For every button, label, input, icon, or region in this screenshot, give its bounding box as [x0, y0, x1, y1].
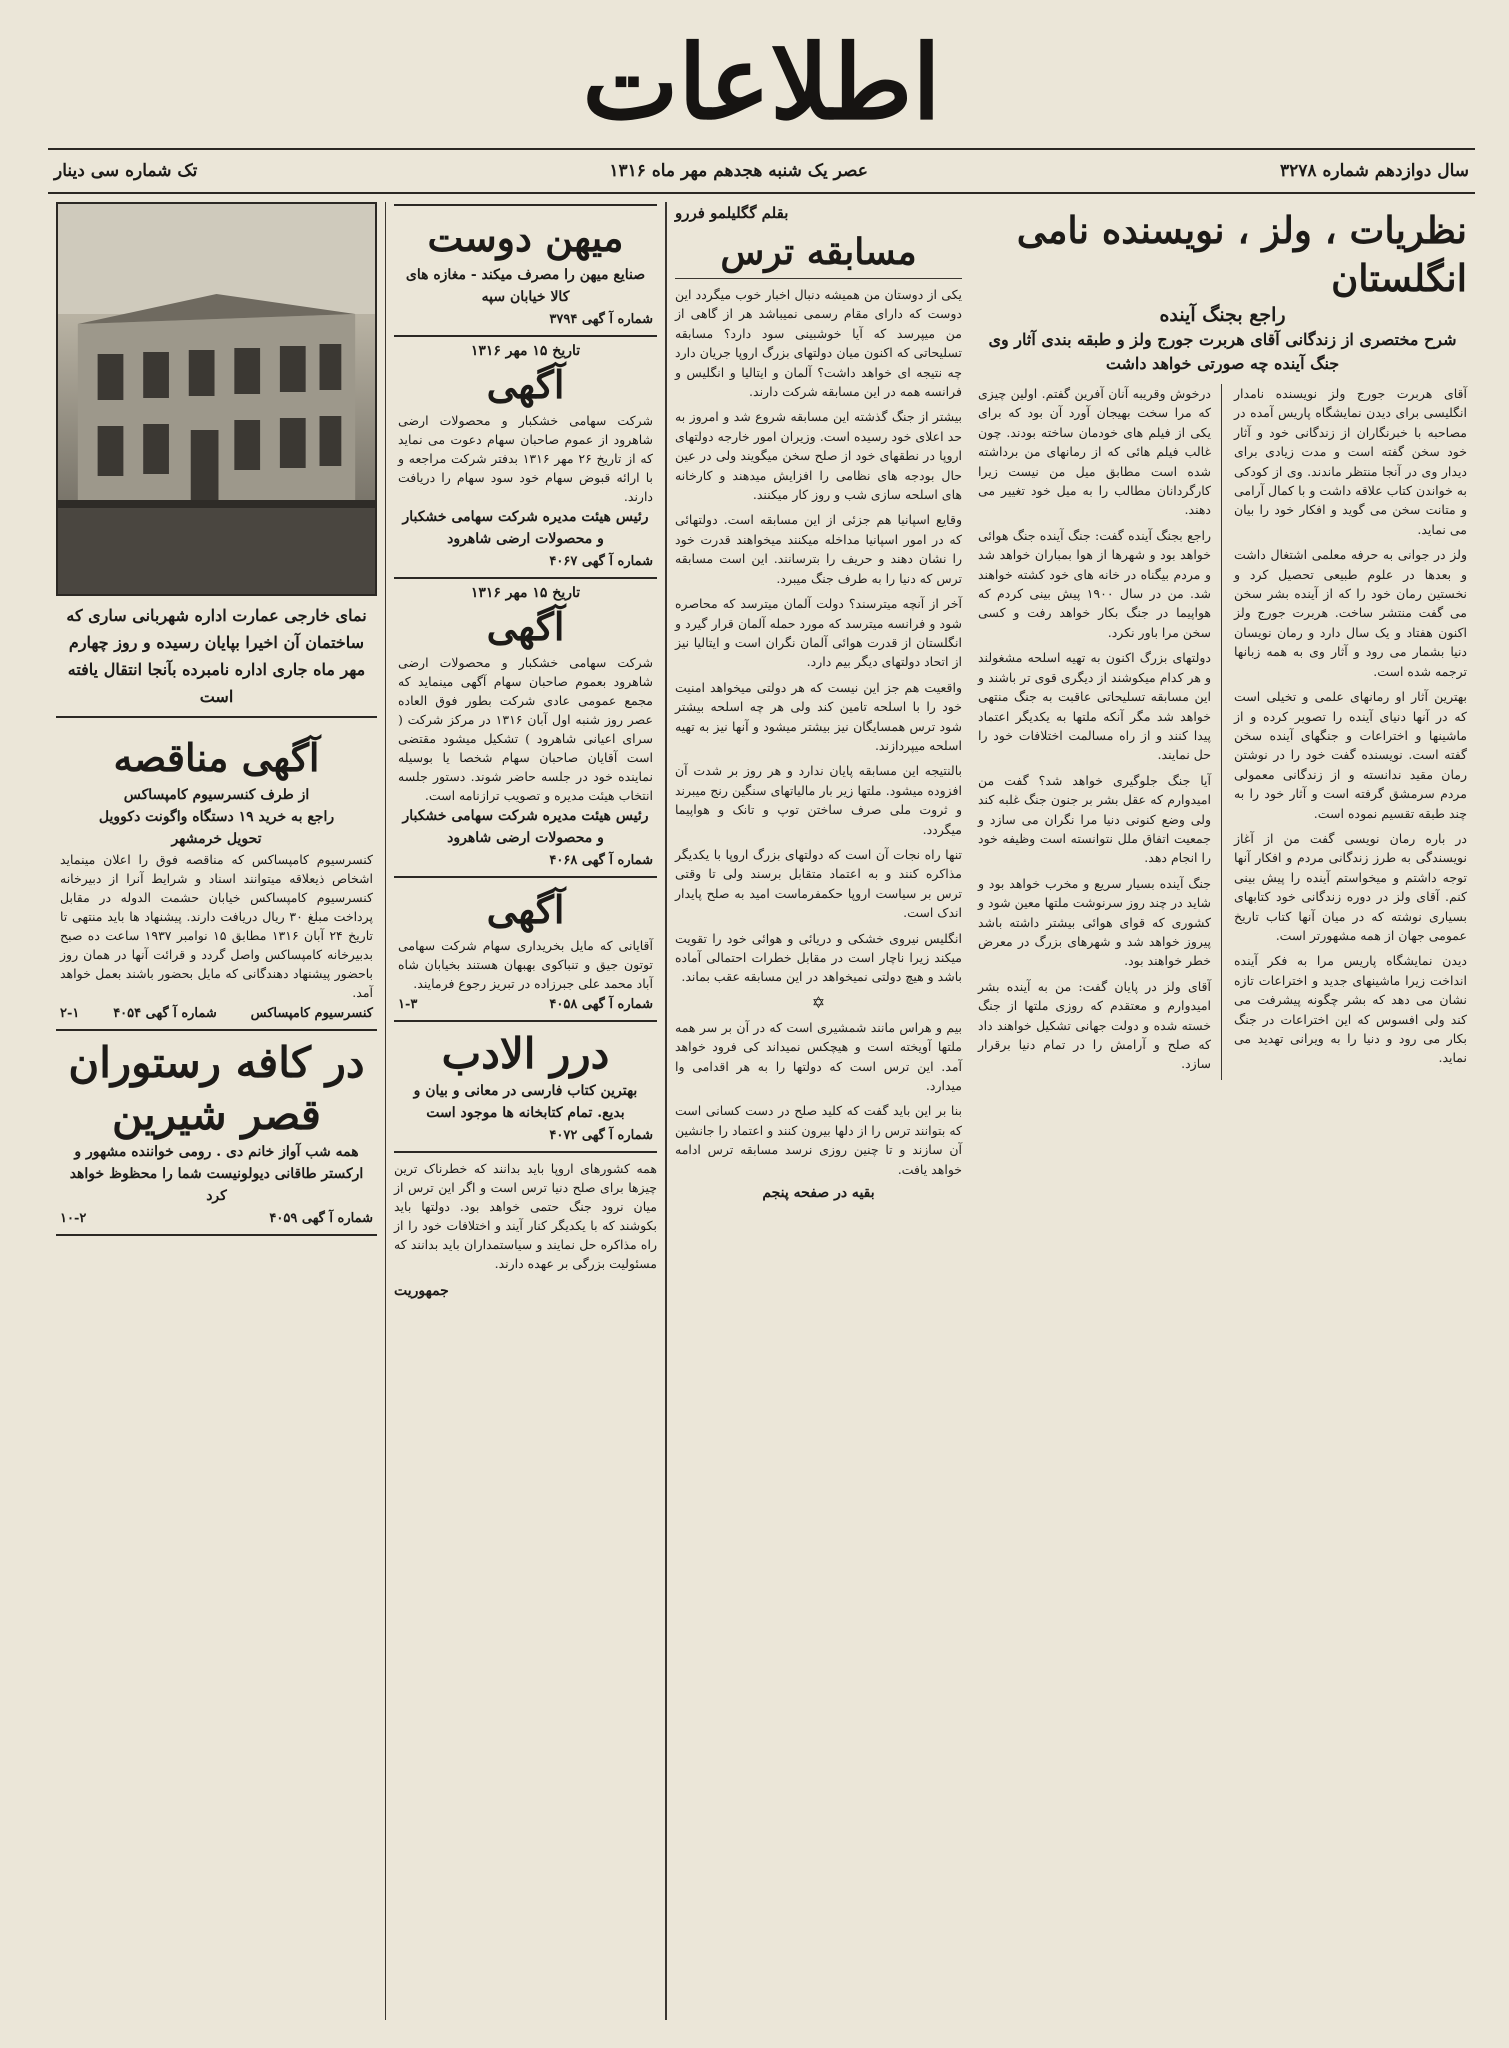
mihan-ad — [394, 204, 657, 337]
continued-note: بقیه در صفحه پنجم — [762, 1185, 875, 1202]
tender-line-1: از طرف کنسرسیوم کامپساکس — [123, 787, 310, 803]
notices-column — [385, 202, 665, 2020]
arms-race-title: مسابقه ترس — [675, 226, 962, 279]
article-end — [394, 1153, 657, 1299]
dateline-bar — [48, 148, 1475, 194]
article-paragraph: بیم و هراس مانند شمشیری است که در آن بر سر همه ملتها آویخته است و هیچکس نمیداند کی فرود خواهد آمد. این ترس است که دولتها را به هر اقدامی وا میدارد. — [675, 1019, 962, 1094]
tender-ref-row — [60, 1006, 373, 1021]
article-paragraph: دیدن نمایشگاه پاریس مرا به فکر آینده انداخت زیرا ماشینهای جدید و اختراعات تازه نشان می دهد که بشر چگونه پیشرفت می کند ولی افسوس که این اختراعات در جنگ بکار می رود و دنیا را به ویرانی تهدید می نماید. — [1234, 953, 1467, 1066]
wells-article — [970, 202, 1475, 2020]
article-paragraph: بنا بر این باید گفت که کلید صلح در دست کسانی است که بتوانند ترس را از دلها بیرون کنند و اعتماد را جانشین آن سازند و تا چنین روزی نرسد مسابقه ترس ادامه خواهد یافت. — [675, 1103, 962, 1177]
article-paragraph: واقعیت هم جز این نیست که هر دولتی میخواهد امنیت خود را با اسلحه تامین کند ولی هر چه اسلحه بیشتر شود ترس همسایگان نیز بیشتر میشود و آنها نیز به تهیه اسلحه میپردازند. — [675, 679, 962, 753]
notice-sign: رئیس هیئت مدیره شرکت سهامی خشکبار و محصولات ارضی شاهرود — [402, 808, 649, 846]
notice-ref-row — [398, 554, 653, 569]
notice-date: تاریخ ۱۵ مهر ۱۳۱۶ — [470, 585, 581, 601]
wells-subhead: شرح مختصری از زندگانی آقای هربرت جورج ولز و طبقه بندی آثار وی جنگ آینده چه صورتی خواهد داشت — [988, 330, 1457, 373]
photo-caption: نمای خارجی عمارت اداره شهربانی ساری که ساختمان آن اخیرا بپایان رسیده و روز چهارم مهر ماه جاری اداره نامبرده بآنجا انتقال یافته است — [56, 602, 377, 718]
wells-column-b — [978, 384, 1222, 1080]
notice-sign: رئیس هیئت مدیره شرکت سهامی خشکبار و محصولات ارضی شاهرود — [402, 509, 649, 547]
ad-ref: شماره آ گهی ۴۰۵۹ — [269, 1211, 373, 1226]
arms-race-byline: بقلم گگلیلمو فررو — [675, 204, 789, 222]
tender-text: کنسرسیوم کامپساکس که مناقصه فوق را اعلان مینماید اشخاص ذیعلاقه میتوانند اسناد و شرایط آنرا از دبیرخانه کنسرسیوم کامپساکس خیابان حشمت الدوله در مقابل پرداخت مبلغ ۳۰ ریال دریافت دارند. پیشنهاد ها باید منتهی تا تاریخ ۲۴ آبان ۱۳۱۶ مطابق ۱۵ نوامبر ۱۹۳۷ ساعت ده صبح بدبیرخانه کامپساکس واصل گردد و قرائت آنها در همان روز باحضور پیشنهاد دهندگانی که مایل بحضور باشند بعمل خواهد آمد. — [60, 852, 374, 1000]
notice-ad-2 — [394, 579, 657, 878]
wells-body — [978, 384, 1467, 1080]
masthead — [48, 18, 1475, 148]
wells-column-a — [1234, 384, 1467, 1080]
cafe-ad — [56, 1031, 377, 1236]
ad-ref: شماره آ گهی ۴۰۶۸ — [549, 853, 653, 868]
article-paragraph: راجع بجنگ آینده گفت: جنگ آینده جنگ هوائی خواهد بود و شهرها از هوا بمباران خواهد شد و مردم بیگناه در خانه های خود کشته خواهند شد. من در سال ۱۹۰۰ پیش بینی کردم که هواپیما در جنگ بکار خواهد رفت و کسی سخن مرا باور نکرد. — [978, 527, 1211, 640]
wells-headline: نظریات ، ولز ، نویسنده نامی انگلستان — [1016, 208, 1467, 300]
newspaper-title: اطلاعات — [582, 23, 941, 143]
cafe-title: در کافه رستوران قصر شیرین — [68, 1038, 365, 1139]
arms-race-article — [665, 202, 970, 2020]
small-ad — [394, 878, 657, 1022]
page-columns — [48, 202, 1475, 2020]
photo-and-ads-column — [48, 202, 385, 2020]
notice-text: شرکت سهامی خشکبار و محصولات ارضی شاهرود از عموم صاحبان سهام دعوت می نماید که از تاریخ ۲۶ مهر ۱۳۱۶ بدفتر شرکت مراجعه و با ارائه قبوض سهام خود سود سهام را دریافت دارند. — [398, 413, 653, 504]
notice-ref-row — [398, 853, 653, 868]
mihan-title: میهن دوست — [427, 215, 624, 260]
building-illustration-icon — [58, 204, 375, 594]
article-paragraph: در باره رمان نویسی گفت من از آغاز نویسندگی به طرز زندگانی مردم و افکار آنها توجه داشتم و میخواستم آینده را پیش بینی کنم. آقای ولز در دوره زندگانی خود کتابهای بسیاری نوشته که در میان آنها کتاب تاریخ عمومی جهان از همه مشهورتر است. — [1234, 830, 1467, 943]
ad-code: ۱۰-۲ — [60, 1211, 87, 1226]
article-paragraph: تنها راه نجات آن است که دولتهای بزرگ اروپا با یکدیگر مذاکره کنند و به اعتماد متقابل برسند ولی تا وقتی ترس بر سیاست اروپا حکمفرماست امید به صلح پایدار اندک است. — [675, 846, 962, 921]
notice-ad-1 — [394, 337, 657, 579]
article-paragraph: یکی از دوستان من همیشه دنبال اخبار خوب میگردد این دوست که دارای مقام رسمی نمیباشد هر از گاهی از من میپرسد که آیا خوشبینی سود دارد؟ مسابقه تسلیحاتی که اکنون میان دولتهای بزرگ اروپا جریان دارد چه نتیجه ای خواهد داشت؟ آلمان و ایتالیا و انگلیس و فرانسه همه در این مسابقه شرکت دارند. — [675, 287, 962, 400]
books-title: درر الادب — [441, 1029, 610, 1078]
small-ad-text: آقایانی که مایل بخریداری سهام شرکت سهامی توتون جیق و تنباکوی بهبهان هستند بخیابان شاه آباد محمد علی جبرزاده در تبریز رجوع فرمایند. — [398, 938, 653, 991]
article-paragraph: آقای ولز در پایان گفت: من به آینده بشر امیدوارم و معتقدم که روزی ملتها از جنگ خسته شده و دولت جهانی تشکیل خواهند داد که صلح و آرامش را در تمام دنیا برقرار سازد. — [978, 978, 1211, 1072]
notice-date: تاریخ ۱۵ مهر ۱۳۱۶ — [470, 343, 581, 359]
wells-kicker: راجع بجنگ آینده — [1159, 304, 1286, 326]
ad-sign: کنسرسیوم کامپساکس — [250, 1006, 373, 1021]
article-paragraph: وقایع اسپانیا هم جزئی از این مسابقه است. دولتهائی که در امور اسپانیا مداخله میکنند میخواهند قدرت خود را نشان دهند و حریف را بترسانند. این است مسابقه ترس که دنیا را به طرف جنگ میبرد. — [675, 512, 962, 586]
article-paragraph: بهترین آثار او رمانهای علمی و تخیلی است که در آنها دنیای آینده را تصویر کرده و از ماشینها و اختراعات و جنگهای آینده سخن گفته است. نویسنده گفت خود را در نوشتن رمان مقید ندانسته و از زندگانی معمولی مردم سرمشق گرفته است و آثار خود را به چند طبقه تقسیم نموده است. — [1234, 689, 1467, 821]
ad-ref: شماره آ گهی ۳۷۹۴ — [549, 312, 653, 327]
cafe-line: همه شب آواز خانم دی . رومی خواننده مشهور و ارکستر طاقانی دیولونیست شما را محظوظ خواهد کرد — [69, 1144, 364, 1204]
books-ad — [394, 1022, 657, 1153]
article-paragraph: آیا جنگ جلوگیری خواهد شد؟ گفت من امیدوارم که عقل بشر بر جنون جنگ غلبه کند ولی وضع کنونی دنیا مرا نگران می سازد و جمعیت اتفاق ملل نتوانسته است وظیفه خود را انجام دهد. — [978, 772, 1211, 866]
mihan-line: صنایع میهن را مصرف میکند - مغازه های کالا خیابان سپه — [405, 267, 646, 305]
article-end-text: همه کشورهای اروپا باید بدانند که خطرناک ترین چیزها برای صلح دنیا ترس است و اگر این ترس از میان نرود جنگ حتمی خواهد بود. دولتها باید بکوشند که با یکدیگر کنار آیند و اختلافات خود را از راه مذاکره حل نمایند و سیاستمداران باید بدانند که مسئولیت بزرگی بر عهده دارند. — [394, 1161, 657, 1271]
article-source: جمهوریت — [394, 1283, 449, 1299]
article-paragraph: بالنتیجه این مسابقه پایان ندارد و هر روز بر شدت آن افزوده میشود. ملتها زیر بار مالیاتهای سنگین رنج میبرند و ثروت ملی صرف ساختن توپ و تانک و هواپیما میگردد. — [675, 763, 962, 837]
notice-title: آگهی — [486, 604, 565, 649]
ad-ref: شماره آ گهی ۴۰۵۴ — [113, 1006, 217, 1021]
article-paragraph: آقای هربرت جورج ولز نویسنده نامدار انگلیسی برای دیدن نمایشگاه پاریس آمده در مصاحبه با خبرنگاران از زندگانی خود و آثار خود سخن گفته است و مدت زیادی برای دیدار وی در آنجا منتظر ماندند. وی از کودکی به خواندن کتاب علاقه داشت و با کمال آرامی و متانت سخن می گوید و افکار خود را بیان می نماید. — [1233, 386, 1467, 537]
notice-title: آگهی — [486, 362, 565, 407]
issue-number: سال دوازدهم شماره ۳۲۷۸ — [1280, 161, 1469, 181]
issue-date: عصر یک شنبه هجدهم مهر ماه ۱۳۱۶ — [609, 161, 868, 181]
mihan-ref-row — [398, 312, 653, 327]
books-ref-row — [398, 1128, 653, 1143]
article-paragraph: درخوش وقریبه آنان آفرین گفتم. اولین چیزی که مرا سخت بهیجان آورد آن بود که برای یکی از فیلم های خودمان ساخته بودند. چون غالب فیلم هائی که از رمانهای من برداشته شده است مطابق میل من نیست زیرا کارگردانان مطالب را به میل خود تغییر می دهند. — [978, 386, 1211, 518]
ad-code: ۱-۳ — [398, 997, 418, 1012]
notice-text: شرکت سهامی خشکبار و محصولات ارضی شاهرود بعموم صاحبان سهام آگهی مینماید که مجمع عمومی عادی شرکت بطور فوق العاده عصر روز شنبه اول آبان ۱۳۱۶ در مرکز شرکت ( سرای اعیانی شاهرود ) تشکیل میشود مقتضی است آقایان صاحبان سهام شخصا یا بوسیله نماینده خود در جلسه حاضر شوند. دستور جلسه انتخاب هیئت مدیره و تصویب ترازنامه است. — [398, 655, 653, 803]
article-paragraph: آخر از آنچه میترسند؟ دولت آلمان میترسد که محاصره شود و فرانسه میترسد که مورد حمله آلمان قرار گیرد و انگلستان از قدرت هوائی آلمان نگران است و ایتالیا نیز از اتحاد دولتهای دیگر بیم دارد. — [675, 596, 962, 670]
article-paragraph: بیشتر از جنگ گذشته این مسابقه شروع شد و امروز به حد اعلای خود رسیده است. وزیران امور خارجه دولتهای اروپا در نطقهای خود از صلح سخن میگویند ولی در عین حال بودجه های نظامی را افزایش میدهند و کارخانه های اسلحه سازی شب و روز کار میکنند. — [675, 409, 962, 503]
books-text: بهترین کتاب فارسی در معانی و بیان و بدیع. تمام کتابخانه ها موجود است — [413, 1083, 638, 1121]
article-paragraph: جنگ آینده بسیار سریع و مخرب خواهد بود و شاید در چند روز سرنوشت ملتها معین شود و کشوری که قوای هوائی بیشتر داشته باشد پیروز خواهد شد و شهرهای بزرگ در معرض خطر خواهند بود. — [978, 875, 1211, 969]
tender-title: آگهی مناقصه — [113, 735, 320, 780]
ad-code: ۲-۱ — [60, 1006, 80, 1021]
article-paragraph: ولز در جوانی به حرفه معلمی اشتغال داشت و بعدها در علوم طبیعی تحصیل کرد و نخستین رمان خود را که از آینده بشر سخن می گفت منتشر ساخت. هربرت جورج ولز اکنون هفتاد و یک سال دارد و رمان نویسان دنیا بشمار می رود و آثار وی به همه زبانها ترجمه شده است. — [1234, 547, 1467, 679]
cafe-ref-row — [60, 1211, 373, 1226]
tender-ad — [56, 726, 377, 1031]
tender-line-3: تحویل خرمشهر — [171, 831, 262, 847]
ad-ref: شماره آ گهی ۴۰۷۲ — [549, 1128, 653, 1143]
ad-ref: شماره آ گهی ۴۰۶۷ — [549, 554, 653, 569]
tender-line-2: راجع به خرید ۱۹ دستگاه واگونت دکوویل — [98, 809, 335, 825]
small-ad-ref-row — [398, 997, 653, 1012]
ad-ref: شماره آ گهی ۴۰۵۸ — [549, 997, 653, 1012]
small-ad-title: آگهی — [486, 887, 565, 932]
article-paragraph: دولتهای بزرگ اکنون به تهیه اسلحه مشغولند و هر کدام میکوشند از دیگری قوی تر باشند و این مسابقه تسلیحاتی عاقبت به جنگ منتهی خواهد شد مگر آنکه ملتها به یکدیگر اعتماد پیدا کنند و از راه مسالمت اختلافات خود را حل نمایند. — [978, 650, 1211, 763]
building-photo — [56, 202, 377, 596]
star-divider-icon: ✡ — [811, 992, 826, 1012]
issue-price: تک شماره سی دینار — [54, 161, 198, 181]
article-paragraph: انگلیس نیروی خشکی و دریائی و هوائی خود را تقویت میکند زیرا ناچار است در مقابل خطرات احتمالی آماده باشد و هیچ دولتی نمیخواهد در این مسابقه عقب بماند. — [675, 930, 962, 985]
